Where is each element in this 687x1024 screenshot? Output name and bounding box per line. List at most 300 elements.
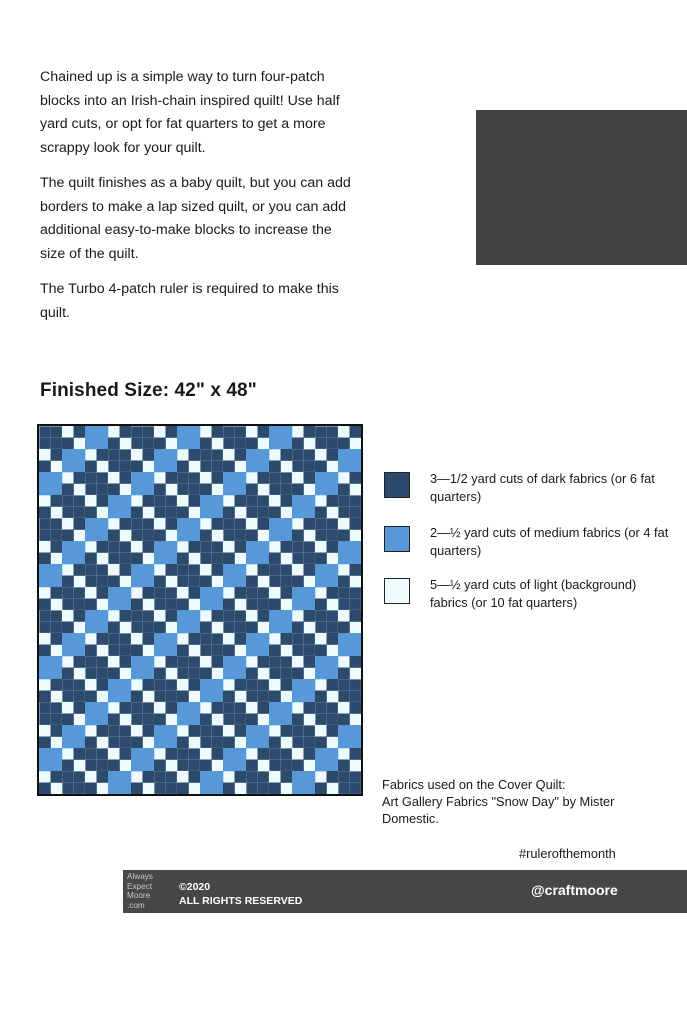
quilt-patch-dark <box>62 679 73 690</box>
quilt-patch-dark <box>177 760 188 771</box>
quilt-chain-square <box>120 610 132 622</box>
quilt-patch-dark <box>327 702 338 713</box>
quilt-chain-square <box>212 518 224 530</box>
quilt-chain-square <box>350 518 362 530</box>
quilt-patch-dark <box>154 679 165 690</box>
quilt-patch-dark <box>212 737 223 748</box>
cover-note-line: Fabrics used on the Cover Quilt: <box>382 777 566 792</box>
quilt-patch-dark <box>327 530 338 541</box>
quilt-chain-square <box>166 426 178 438</box>
quilt-patch-dark <box>246 783 257 794</box>
quilt-patch-dark <box>281 748 292 759</box>
quilt-patch-dark <box>338 495 349 506</box>
quilt-chain-square <box>51 587 63 599</box>
quilt-patch-dark <box>281 760 292 771</box>
quilt-patch-dark <box>74 507 85 518</box>
quilt-patch-dark <box>292 737 303 748</box>
quilt-patch-dark <box>338 771 349 782</box>
quilt-patch-medium <box>292 587 315 610</box>
quilt-patch-dark <box>350 771 361 782</box>
intro-text <box>40 66 360 337</box>
quilt-chain-square <box>350 748 362 760</box>
quilt-patch-medium <box>338 541 361 564</box>
quilt-patch-dark <box>120 449 131 460</box>
quilt-patch-dark <box>108 645 119 656</box>
quilt-patch-dark <box>166 599 177 610</box>
quilt-patch-dark <box>39 622 50 633</box>
quilt-chain-square <box>131 645 143 657</box>
quilt-patch-dark <box>62 495 73 506</box>
quilt-patch-dark <box>269 760 280 771</box>
quilt-chain-square <box>108 484 120 496</box>
quilt-chain-square <box>177 553 189 565</box>
quilt-patch-medium <box>200 679 223 702</box>
quilt-chain-square <box>51 633 63 645</box>
quilt-patch-dark <box>166 771 177 782</box>
quilt-chain-square <box>304 426 316 438</box>
quilt-patch-medium <box>62 449 85 472</box>
quilt-chain-square <box>338 530 350 542</box>
quilt-patch-dark <box>108 633 119 644</box>
quilt-chain-square <box>246 576 258 588</box>
quilt-chain-square <box>39 737 51 749</box>
social-handle: @craftmoore <box>531 882 618 898</box>
quilt-patch-dark <box>269 484 280 495</box>
quilt-chain-square <box>292 714 304 726</box>
quilt-chain-square <box>304 518 316 530</box>
quilt-chain-square <box>39 645 51 657</box>
quilt-patch-dark <box>235 426 246 437</box>
quilt-chain-square <box>200 484 212 496</box>
quilt-patch-medium <box>246 449 269 472</box>
quilt-chain-square <box>120 564 132 576</box>
quilt-chain-square <box>223 599 235 611</box>
quilt-chain-square <box>338 714 350 726</box>
quilt-chain-square <box>281 541 293 553</box>
quilt-chain-square <box>143 771 155 783</box>
quilt-patch-dark <box>200 461 211 472</box>
quilt-chain-square <box>281 587 293 599</box>
dark-fabric-swatch <box>384 472 410 498</box>
quilt-patch-dark <box>120 737 131 748</box>
quilt-patch-dark <box>315 622 326 633</box>
quilt-patch-dark <box>200 725 211 736</box>
quilt-chain-square <box>166 656 178 668</box>
quilt-patch-medium <box>177 702 200 725</box>
quilt-chain-square <box>62 576 74 588</box>
quilt-patch-dark <box>235 530 246 541</box>
quilt-chain-square <box>108 668 120 680</box>
logo-line: .com <box>127 900 145 910</box>
quilt-patch-dark <box>315 530 326 541</box>
quilt-patch-dark <box>315 610 326 621</box>
quilt-patch-medium <box>269 426 292 449</box>
quilt-chain-square <box>39 461 51 473</box>
quilt-patch-dark <box>131 702 142 713</box>
quilt-patch-dark <box>143 622 154 633</box>
quilt-patch-medium <box>131 748 154 771</box>
quilt-patch-medium <box>62 541 85 564</box>
quilt-chain-square <box>292 668 304 680</box>
quilt-chain-square <box>177 645 189 657</box>
quilt-patch-dark <box>51 702 62 713</box>
quilt-patch-dark <box>62 599 73 610</box>
intro-paragraph: Chained up is a simple way to turn four-patch blocks into an Irish-chain inspired quilt! Use half yard cuts, or opt for fat quarters to get a more scrappy look for your quilt. <box>40 69 340 156</box>
quilt-patch-dark <box>258 599 269 610</box>
quilt-chain-square <box>143 679 155 691</box>
quilt-chain-square <box>315 645 327 657</box>
quilt-chain-square <box>235 449 247 461</box>
quilt-diagram <box>37 424 363 796</box>
legend-text: 2—½ yard cuts of medium fabrics (or 4 fat quarters) <box>430 525 669 558</box>
quilt-chain-square <box>304 748 316 760</box>
quilt-chain-square <box>258 564 270 576</box>
quilt-patch-dark <box>281 484 292 495</box>
quilt-chain-square <box>131 553 143 565</box>
quilt-chain-square <box>166 518 178 530</box>
quilt-patch-dark <box>51 438 62 449</box>
intro-paragraph: The Turbo 4-patch ruler is required to make this quilt. <box>40 281 339 321</box>
quilt-patch-dark <box>131 518 142 529</box>
quilt-chain-square <box>258 472 270 484</box>
quilt-patch-dark <box>223 438 234 449</box>
quilt-patch-dark <box>74 783 85 794</box>
quilt-patch-dark <box>258 587 269 598</box>
quilt-chain-square <box>51 725 63 737</box>
quilt-chain-square <box>143 725 155 737</box>
quilt-chain-square <box>338 760 350 772</box>
quilt-patch-dark <box>97 472 108 483</box>
quilt-patch-medium <box>39 748 62 771</box>
quilt-patch-dark <box>246 771 257 782</box>
quilt-patch-dark <box>120 725 131 736</box>
quilt-patch-dark <box>189 472 200 483</box>
quilt-chain-square <box>74 518 86 530</box>
quilt-patch-dark <box>304 449 315 460</box>
quilt-chain-square <box>62 668 74 680</box>
medium-fabric-swatch <box>384 526 410 552</box>
quilt-patch-medium <box>292 495 315 518</box>
quilt-patch-dark <box>154 495 165 506</box>
quilt-chain-square <box>350 564 362 576</box>
quilt-patch-dark <box>315 714 326 725</box>
intro-paragraph: The quilt finishes as a baby quilt, but you can add borders to make a lap sized quilt, or you can add additional easy-to-make blocks to increase the size of the quilt. <box>40 175 351 262</box>
quilt-patch-dark <box>269 576 280 587</box>
quilt-chain-square <box>154 438 166 450</box>
cover-note-line: Art Gallery Fabrics "Snow Day" by Mister Domestic. <box>382 794 615 826</box>
quilt-patch-dark <box>51 610 62 621</box>
quilt-chain-square <box>177 507 189 519</box>
quilt-patch-dark <box>327 518 338 529</box>
quilt-patch-dark <box>189 668 200 679</box>
quilt-patch-dark <box>338 507 349 518</box>
quilt-chain-square <box>350 702 362 714</box>
quilt-patch-dark <box>350 599 361 610</box>
quilt-patch-dark <box>315 702 326 713</box>
quilt-chain-square <box>51 679 63 691</box>
quilt-patch-dark <box>143 438 154 449</box>
quilt-chain-square <box>108 438 120 450</box>
quilt-patch-dark <box>62 691 73 702</box>
quilt-chain-square <box>235 771 247 783</box>
quilt-chain-square <box>212 702 224 714</box>
quilt-chain-square <box>327 449 339 461</box>
quilt-chain-square <box>62 760 74 772</box>
quilt-patch-dark <box>154 599 165 610</box>
quilt-patch-dark <box>292 725 303 736</box>
quilt-chain-square <box>235 541 247 553</box>
quilt-patch-medium <box>85 518 108 541</box>
quilt-patch-dark <box>292 633 303 644</box>
quilt-patch-dark <box>143 518 154 529</box>
quilt-patch-dark <box>97 564 108 575</box>
quilt-patch-medium <box>62 725 85 748</box>
quilt-patch-dark <box>269 656 280 667</box>
quilt-patch-medium <box>39 472 62 495</box>
quilt-patch-medium <box>154 541 177 564</box>
quilt-pattern <box>39 426 361 794</box>
quilt-chain-square <box>166 472 178 484</box>
quilt-patch-dark <box>258 507 269 518</box>
quilt-patch-medium <box>177 518 200 541</box>
quilt-patch-dark <box>235 714 246 725</box>
quilt-patch-dark <box>131 714 142 725</box>
quilt-patch-dark <box>246 507 257 518</box>
quilt-patch-medium <box>246 541 269 564</box>
quilt-chain-square <box>74 702 86 714</box>
quilt-chain-square <box>281 449 293 461</box>
quilt-chain-square <box>74 610 86 622</box>
quilt-chain-square <box>62 714 74 726</box>
quilt-chain-square <box>154 668 166 680</box>
quilt-chain-square <box>39 553 51 565</box>
quilt-patch-dark <box>108 553 119 564</box>
quilt-chain-square <box>39 507 51 519</box>
quilt-patch-dark <box>281 656 292 667</box>
quilt-patch-dark <box>304 725 315 736</box>
quilt-chain-square <box>338 622 350 634</box>
quilt-patch-medium <box>338 725 361 748</box>
quilt-chain-square <box>189 679 201 691</box>
quilt-chain-square <box>281 771 293 783</box>
quilt-chain-square <box>143 449 155 461</box>
quilt-chain-square <box>143 495 155 507</box>
quilt-patch-dark <box>143 530 154 541</box>
quilt-chain-square <box>120 748 132 760</box>
quilt-patch-dark <box>304 645 315 656</box>
quilt-chain-square <box>143 633 155 645</box>
quilt-patch-dark <box>85 472 96 483</box>
quilt-patch-dark <box>350 507 361 518</box>
quilt-chain-square <box>246 438 258 450</box>
quilt-chain-square <box>292 484 304 496</box>
quilt-chain-square <box>131 691 143 703</box>
quilt-chain-square <box>189 633 201 645</box>
quilt-chain-square <box>235 679 247 691</box>
finished-size-heading: Finished Size: 42" x 48" <box>40 380 257 401</box>
quilt-patch-medium <box>108 495 131 518</box>
quilt-chain-square <box>269 461 281 473</box>
quilt-chain-square <box>154 622 166 634</box>
quilt-patch-dark <box>235 438 246 449</box>
quilt-patch-dark <box>350 495 361 506</box>
quilt-patch-medium <box>154 449 177 472</box>
quilt-patch-dark <box>108 541 119 552</box>
quilt-patch-medium <box>85 426 108 449</box>
quilt-chain-square <box>154 714 166 726</box>
quilt-patch-medium <box>223 472 246 495</box>
quilt-patch-dark <box>200 541 211 552</box>
quilt-patch-dark <box>166 679 177 690</box>
quilt-patch-dark <box>212 553 223 564</box>
quilt-patch-dark <box>62 771 73 782</box>
quilt-patch-medium <box>154 725 177 748</box>
quilt-patch-dark <box>154 691 165 702</box>
quilt-patch-dark <box>212 541 223 552</box>
image-placeholder-box <box>476 110 687 265</box>
quilt-patch-dark <box>258 771 269 782</box>
quilt-patch-dark <box>246 679 257 690</box>
quilt-chain-square <box>246 760 258 772</box>
quilt-patch-dark <box>85 484 96 495</box>
quilt-chain-square <box>235 725 247 737</box>
quilt-chain-square <box>350 472 362 484</box>
quilt-patch-dark <box>97 748 108 759</box>
quilt-patch-dark <box>246 587 257 598</box>
quilt-patch-dark <box>166 495 177 506</box>
quilt-patch-dark <box>51 426 62 437</box>
quilt-chain-square <box>108 714 120 726</box>
quilt-chain-square <box>131 599 143 611</box>
quilt-patch-dark <box>212 645 223 656</box>
quilt-patch-dark <box>350 679 361 690</box>
quilt-patch-dark <box>269 472 280 483</box>
quilt-patch-medium <box>338 633 361 656</box>
quilt-patch-dark <box>131 426 142 437</box>
quilt-patch-dark <box>258 691 269 702</box>
quilt-patch-dark <box>223 714 234 725</box>
quilt-patch-medium <box>315 564 338 587</box>
quilt-patch-dark <box>97 668 108 679</box>
quilt-chain-square <box>85 691 97 703</box>
quilt-chain-square <box>258 426 270 438</box>
quilt-patch-medium <box>108 771 131 794</box>
quilt-chain-square <box>304 472 316 484</box>
quilt-patch-medium <box>246 725 269 748</box>
quilt-patch-dark <box>62 587 73 598</box>
quilt-patch-dark <box>166 507 177 518</box>
quilt-chain-square <box>108 576 120 588</box>
quilt-patch-dark <box>143 610 154 621</box>
quilt-chain-square <box>246 622 258 634</box>
copyright <box>179 880 302 908</box>
quilt-patch-dark <box>166 783 177 794</box>
quilt-chain-square <box>315 461 327 473</box>
quilt-patch-dark <box>85 748 96 759</box>
quilt-patch-medium <box>269 518 292 541</box>
quilt-chain-square <box>51 771 63 783</box>
quilt-chain-square <box>120 656 132 668</box>
quilt-chain-square <box>74 656 86 668</box>
quilt-patch-medium <box>131 656 154 679</box>
quilt-patch-dark <box>246 691 257 702</box>
quilt-chain-square <box>258 610 270 622</box>
quilt-patch-dark <box>292 449 303 460</box>
quilt-chain-square <box>177 783 189 795</box>
quilt-patch-medium <box>108 679 131 702</box>
quilt-chain-square <box>269 599 281 611</box>
quilt-patch-medium <box>39 656 62 679</box>
quilt-chain-square <box>315 599 327 611</box>
quilt-patch-dark <box>189 576 200 587</box>
quilt-patch-dark <box>39 714 50 725</box>
quilt-patch-dark <box>223 702 234 713</box>
quilt-chain-square <box>189 771 201 783</box>
quilt-chain-square <box>258 748 270 760</box>
quilt-chain-square <box>338 668 350 680</box>
quilt-patch-dark <box>74 495 85 506</box>
quilt-patch-dark <box>154 783 165 794</box>
quilt-chain-square <box>97 587 109 599</box>
quilt-chain-square <box>269 737 281 749</box>
quilt-patch-dark <box>154 507 165 518</box>
quilt-patch-dark <box>177 656 188 667</box>
quilt-chain-square <box>269 553 281 565</box>
quilt-patch-dark <box>120 541 131 552</box>
quilt-patch-medium <box>85 702 108 725</box>
quilt-chain-square <box>269 691 281 703</box>
quilt-chain-square <box>200 668 212 680</box>
rights-reserved: ALL RIGHTS RESERVED <box>179 895 303 907</box>
quilt-chain-square <box>85 737 97 749</box>
quilt-chain-square <box>327 495 339 507</box>
quilt-chain-square <box>189 541 201 553</box>
quilt-patch-medium <box>338 449 361 472</box>
quilt-patch-dark <box>223 530 234 541</box>
quilt-patch-medium <box>200 587 223 610</box>
quilt-chain-square <box>39 691 51 703</box>
footer-bar <box>123 870 687 913</box>
quilt-patch-dark <box>62 507 73 518</box>
quilt-patch-dark <box>212 725 223 736</box>
quilt-patch-dark <box>235 518 246 529</box>
quilt-patch-dark <box>281 564 292 575</box>
quilt-patch-dark <box>327 438 338 449</box>
quilt-chain-square <box>281 633 293 645</box>
quilt-patch-dark <box>235 622 246 633</box>
quilt-chain-square <box>166 564 178 576</box>
quilt-chain-square <box>246 714 258 726</box>
quilt-patch-dark <box>108 461 119 472</box>
quilt-chain-square <box>120 426 132 438</box>
quilt-patch-dark <box>327 714 338 725</box>
quilt-chain-square <box>62 484 74 496</box>
quilt-chain-square <box>166 702 178 714</box>
quilt-patch-dark <box>200 553 211 564</box>
hashtag: #rulerofthemonth <box>519 846 616 861</box>
quilt-patch-dark <box>85 668 96 679</box>
quilt-patch-dark <box>39 518 50 529</box>
quilt-chain-square <box>269 507 281 519</box>
quilt-patch-dark <box>292 461 303 472</box>
quilt-chain-square <box>74 426 86 438</box>
quilt-chain-square <box>338 576 350 588</box>
quilt-chain-square <box>315 553 327 565</box>
quilt-patch-dark <box>327 610 338 621</box>
quilt-patch-dark <box>189 760 200 771</box>
quilt-chain-square <box>269 783 281 795</box>
quilt-patch-medium <box>177 610 200 633</box>
